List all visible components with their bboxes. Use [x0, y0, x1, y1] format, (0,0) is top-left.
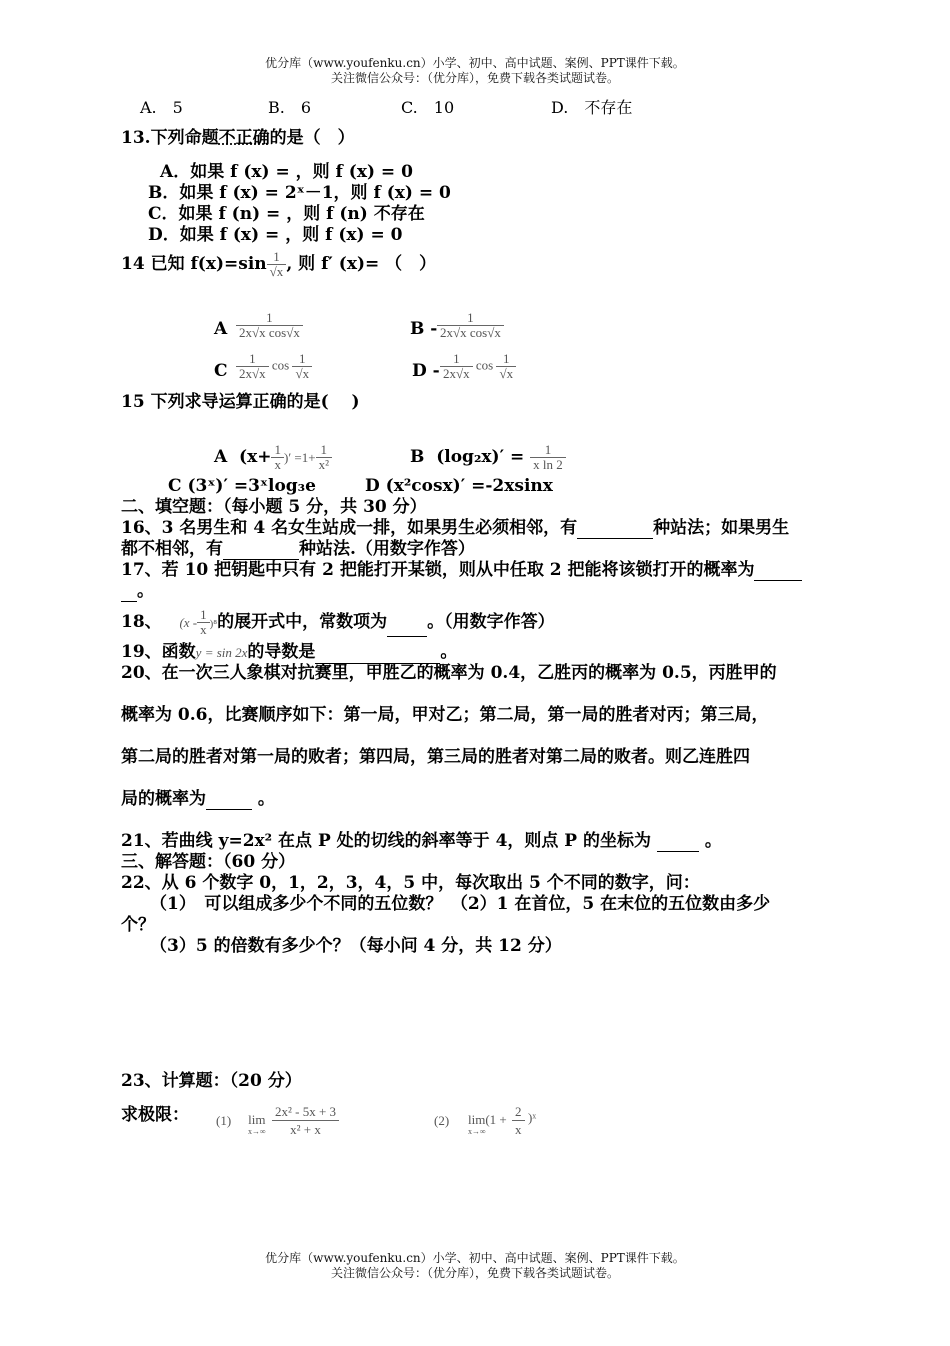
q17-blank-cont: [121, 585, 137, 602]
q12-option-c: C. 10: [401, 98, 455, 117]
q20-blank[interactable]: [206, 793, 252, 810]
q13-stem-dotted: 不正确: [218, 128, 270, 148]
q14-stem: [121, 250, 436, 279]
q23-fraction2: $\frac{2}{x}$: [512, 1103, 525, 1138]
page-footer-line2: 关注微信公众号：（优分库），免费下载各类试题试卷。: [330, 1266, 619, 1280]
q14-option-c-expr: $\frac{1}{2x√x}$ cos $\frac{1}{√x}$: [236, 352, 312, 381]
q13-option-d: D．如果 f (x) = ，则 f (x) = 0: [148, 225, 403, 245]
q12-option-d: D. 不存在: [551, 98, 633, 117]
q18-blank[interactable]: [387, 620, 427, 637]
q14-option-b-label: B -: [410, 319, 438, 339]
q14-option-c-label: C: [214, 361, 228, 381]
q16-blank-2[interactable]: [223, 543, 299, 560]
q22-line4: （3）5 的倍数有多少个？（每小问 4 分，共 12 分）: [150, 936, 562, 956]
q16-blank-1[interactable]: [577, 522, 653, 539]
q14-option-d-expr: $\frac{1}{2x√x}$ cos $\frac{1}{√x}$: [440, 352, 516, 381]
section-answer-title: 三、解答题：（60 分）: [121, 852, 296, 872]
section-fill-in-title: 二、填空题：（每小题 5 分，共 30 分）: [121, 497, 427, 517]
q17-blank[interactable]: [754, 564, 802, 581]
q23-title: 23、计算题：（20 分）: [121, 1071, 302, 1091]
q23-lim2: lim(1 + x→∞: [468, 1112, 507, 1136]
q15-option-c: C (3ˣ)′ =3ˣlog₃e: [168, 476, 316, 496]
page-footer-line1: 优分库（www.youfenku.cn）小学、初中、高中试题、案例、PPT课件下载。: [265, 1251, 685, 1265]
q14-option-a-label: A: [214, 319, 228, 339]
q23-label: 求极限：: [121, 1105, 189, 1125]
q14-option-b-fraction: $\frac{1}{\text{2x√x cos√x}}$: [437, 311, 504, 340]
q22-line2: （1） 可以组成多少个不同的五位数？ （2）1 在首位，5 在末位的五位数由多少: [150, 894, 771, 914]
q16-line2: 都不相邻，有 种站法.（用数字作答）: [121, 539, 475, 559]
q20-line4: 局的概率为 。: [121, 789, 275, 809]
q15-option-a: A (x+ $\frac{1}{x}$ )′ =1+ $\frac{1}{\text{x²}}$: [214, 443, 332, 472]
q20-line1: 20、在一次三人象棋对抗赛里，甲胜乙的概率为 0.4，乙胜丙的概率为 0.5，丙胜甲的: [121, 663, 777, 683]
q15-option-b: B (log₂x)′ = $\frac{1}{\text{x ln 2}}$: [410, 443, 566, 472]
q12-option-b: B. 6: [268, 98, 312, 117]
q20-line3: 第二局的胜者对第一局的败者；第四局，第三局的胜者对第二局的败者。则乙连胜四: [121, 747, 750, 767]
q14-stem-fraction: $\frac{1}{√x}$: [267, 250, 287, 279]
q17-line2: 。: [121, 580, 154, 602]
q13-option-b: B．如果 f (x) = 2ˣ－1，则 f (x) = 0: [148, 183, 451, 203]
q17-line1: 17、若 10 把钥匙中只有 2 把能打开某锁，则从中任取 2 把能将该锁打开的概率为: [121, 559, 802, 581]
q15-stem: 15 下列求导运算正确的是( ): [121, 392, 360, 412]
q13-stem-post: 的是（ ）: [269, 128, 355, 148]
q23-part1-label: (1): [216, 1113, 232, 1128]
q13-option-c: C．如果 f (n) = ，则 f (n) 不存在: [148, 204, 425, 224]
q12-option-a: A. 5: [140, 98, 183, 117]
q16-line1: 16、3 名男生和 4 名女生站成一排，如果男生必须相邻，有 种站法；如果男生: [121, 518, 790, 538]
q13-stem: [121, 127, 355, 149]
q23-lim1: lim x→∞: [248, 1112, 266, 1136]
q15-option-d: D (x²cosx)′ =-2xsinx: [365, 476, 553, 496]
q21: 21、若曲线 y=2x² 在点 P 处的切线的斜率等于 4，则点 P 的坐标为 。: [121, 831, 722, 851]
q23-lim2-tail: )ˣ: [528, 1110, 537, 1125]
q14-option-d-label: D -: [412, 361, 440, 381]
q23-fraction1: $\frac{\text{2x² - 5x + 3}}{\text{x² + x}}$: [272, 1103, 339, 1138]
page-header-line1: 优分库（www.youfenku.cn）小学、初中、高中试题、案例、PPT课件下载。: [265, 56, 685, 70]
q21-blank[interactable]: [657, 835, 699, 852]
q19: 19、函数y = sin 2x的导数是 。: [121, 642, 458, 662]
q20-line2: 概率为 0.6，比赛顺序如下：第一局，甲对乙；第二局，第一局的胜者对丙；第三局，: [121, 705, 769, 725]
q13-option-a: A．如果 f (x) = ，则 f (x) = 0: [160, 162, 413, 182]
q13-stem-pre: 13.下列命题: [121, 128, 219, 148]
q14-stem-pre: 14 已知 f(x)=sin: [121, 254, 267, 274]
q14-option-a-fraction: $\frac{1}{\text{2x√x cos√x}}$: [236, 311, 303, 340]
q22-line3: 个？: [121, 915, 155, 935]
q23-part2-label: (2): [434, 1113, 450, 1128]
q14-stem-post: , 则 f′ (x)= （ ）: [286, 254, 437, 274]
q18: 18、 (x - $\frac{1}{x}$ )⁸的展开式中，常数项为 。（用数字作答）: [121, 607, 555, 637]
page-header-line2: 关注微信公众号：（优分库），免费下载各类试题试卷。: [330, 71, 619, 85]
q22-line1: 22、从 6 个数字 0，1，2，3，4，5 中，每次取出 5 个不同的数字，问：: [121, 873, 700, 893]
